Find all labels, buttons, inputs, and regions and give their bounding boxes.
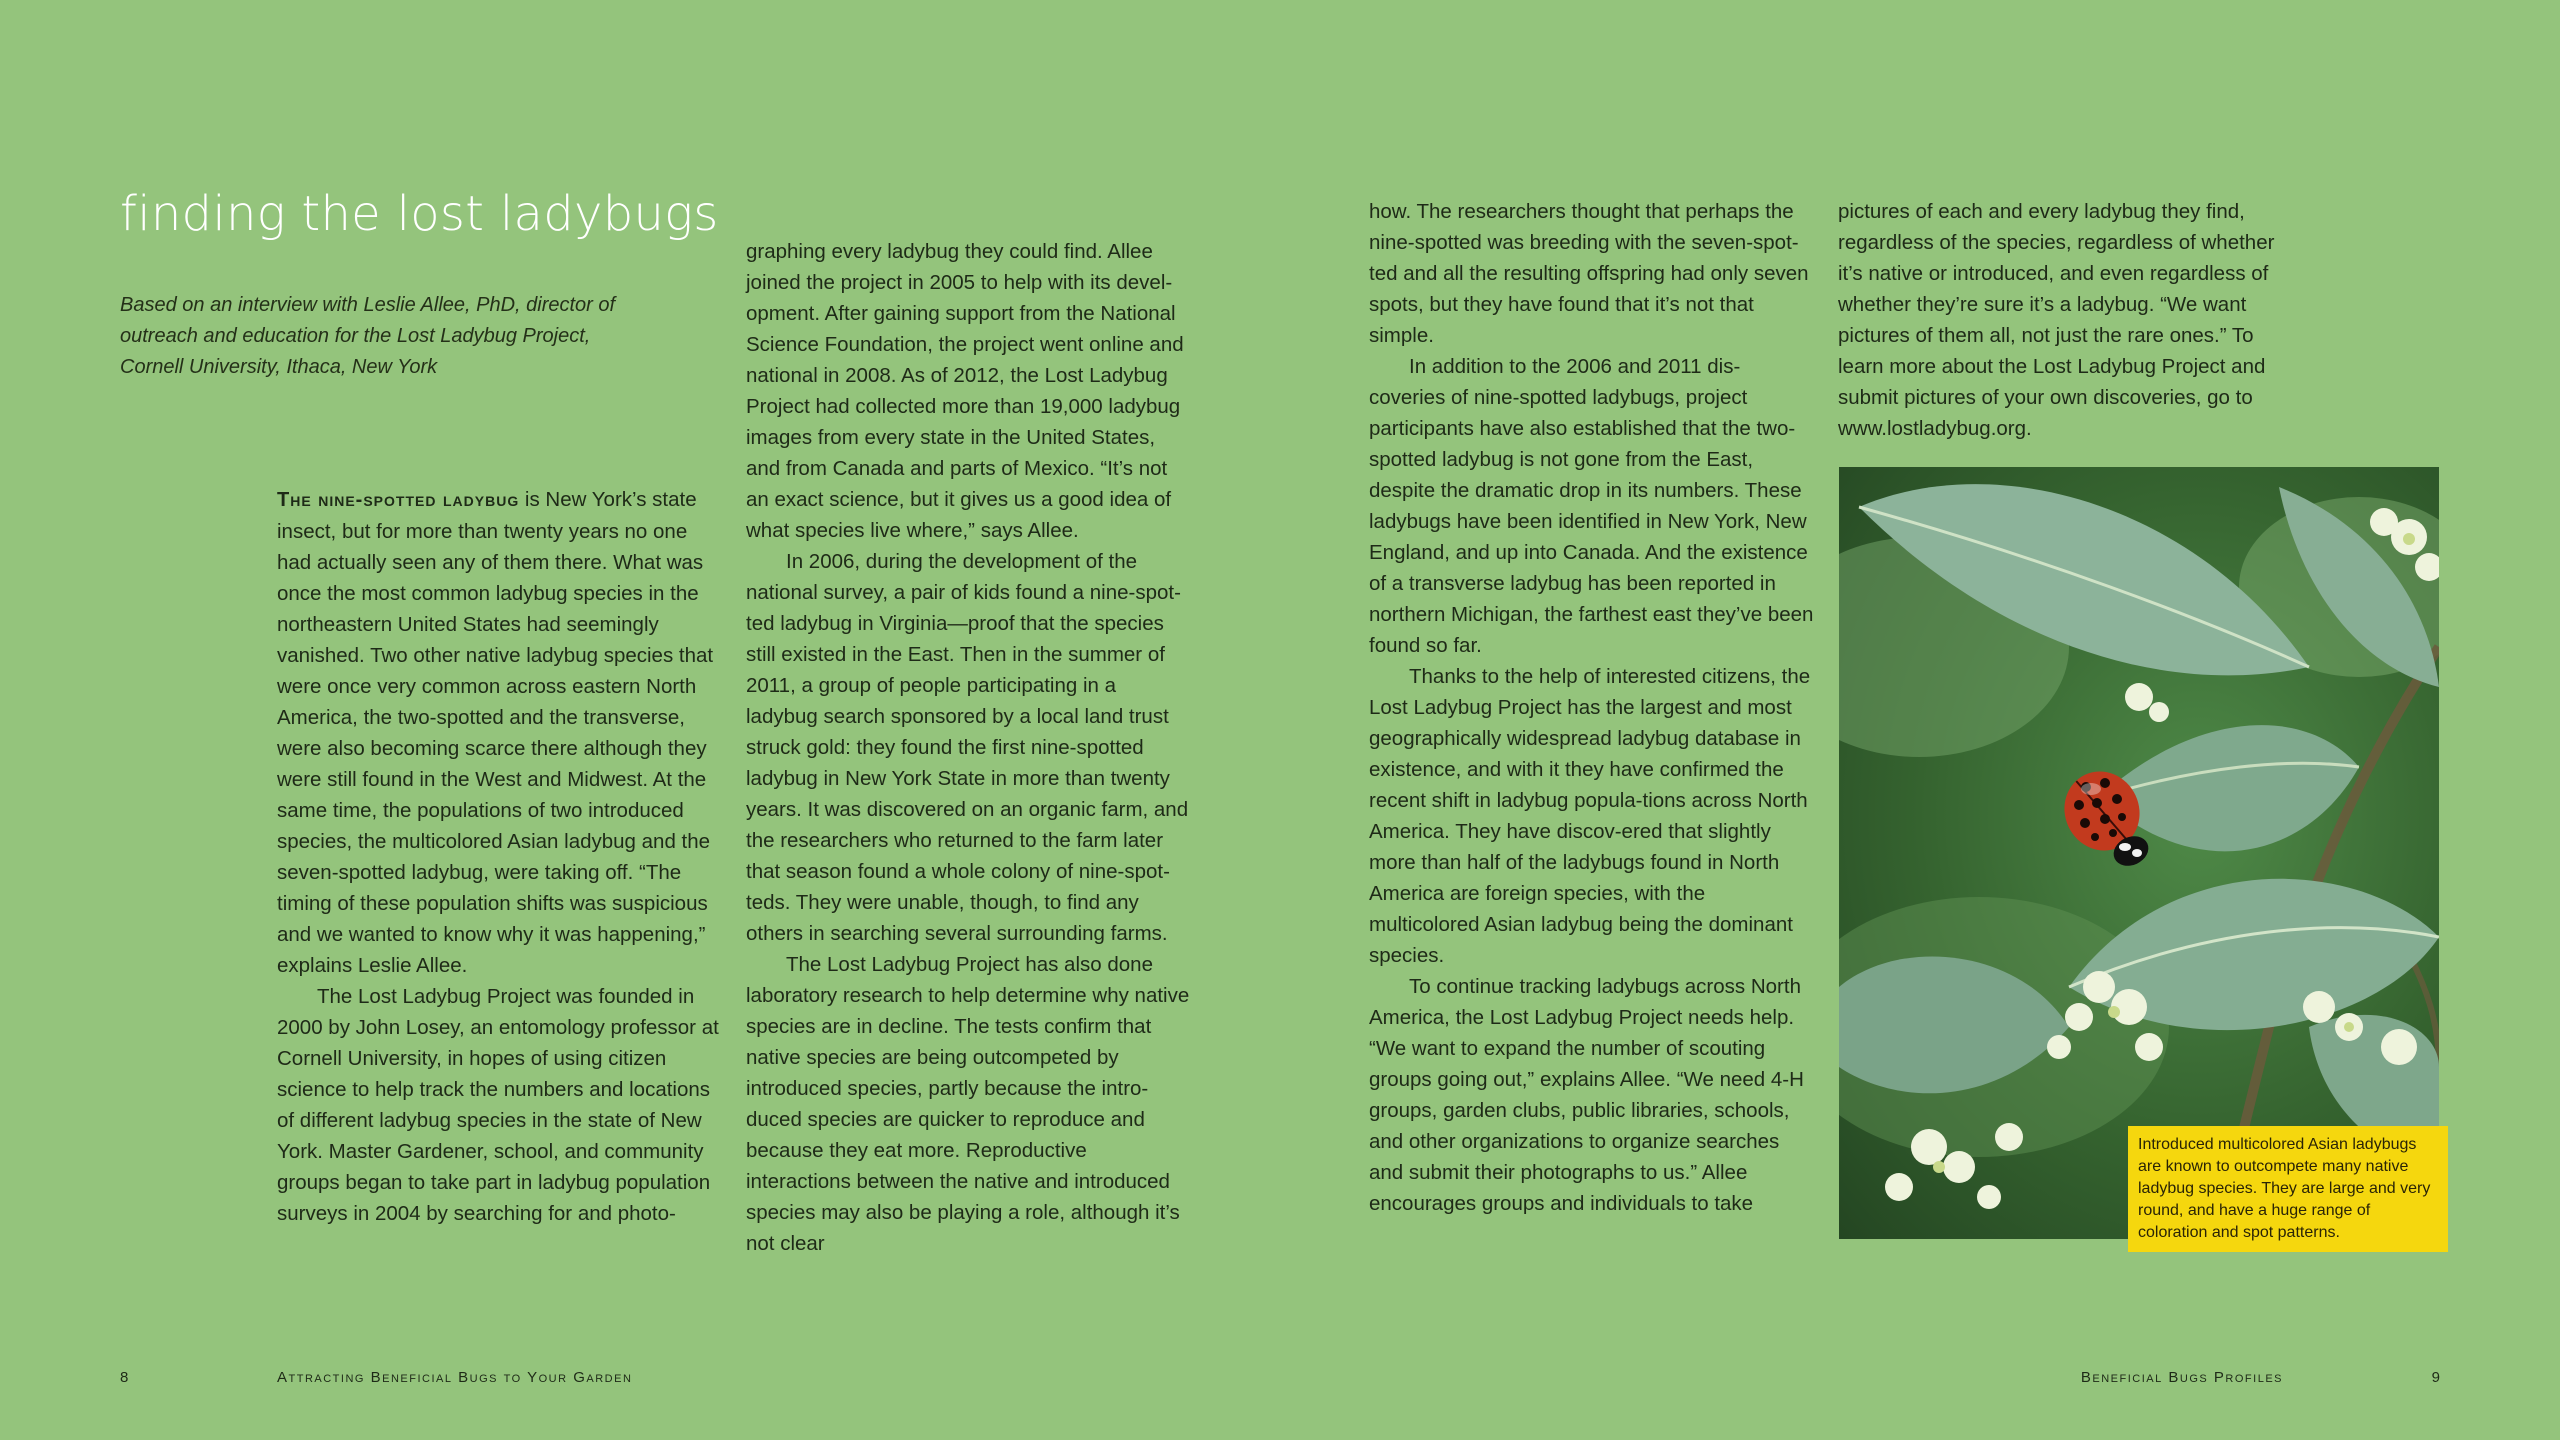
text-column-2 bbox=[746, 236, 1193, 1259]
page-number-right: 9 bbox=[2431, 1369, 2440, 1386]
photo-caption: Introduced multicolored Asian ladybugs are known to outcompete many native ladybug species. They are large and very round, and have a huge range of coloration and spot patterns. bbox=[2128, 1126, 2448, 1252]
paragraph: graphing every ladybug they could find. Allee joined the project in 2005 to help with its devel-opment. After gaining support from the National Science Foundation, the project went online and national in 2008. As of 2012, the Lost Ladybug Project had collected more than 19,000 ladybug images from every state in the United States, and from Canada and parts of Mexico. “It’s not an exact science, but it gives us a good idea of what species live where,” says Allee. bbox=[746, 240, 1184, 542]
byline: Based on an interview with Leslie Allee, PhD, director of outreach and education for the Lost Ladybug Project, Cornell University, Ithaca, New York bbox=[120, 294, 616, 378]
paragraph: Thanks to the help of interested citizens, the Lost Ladybug Project has the largest and most geographically widespread ladybug database in existence, and with it they have confirmed the recent shift in ladybug popula-tions across North America. They have discov-ered that slightly more than half of the ladybugs found in North America are foreign species, with the multicolored Asian ladybug being the dominant species. bbox=[1369, 665, 1811, 967]
running-title-right: Beneficial Bugs Profiles bbox=[2080, 1369, 2283, 1386]
running-title-left: Attracting Beneficial Bugs to Your Garden bbox=[277, 1369, 633, 1386]
page-number-left: 8 bbox=[120, 1369, 129, 1386]
paragraph-text: is New York’s state insect, but for more than twenty years no one had actually seen any of them there. What was once the most common ladybug species in the northeastern United States had seemingly vanished. Two other native ladybug species that were once very common across eastern North America, the two-spotted and the transverse, were also becoming scarce there although they were still found in the West and Midwest. At the same time, the populations of two introduced species, the multicolored Asian ladybug and the seven-spotted ladybug, were taking off. “The timing of these population shifts was suspicious and we wanted to know why it was happening,” explains Leslie Allee. bbox=[277, 488, 714, 977]
paragraph: In addition to the 2006 and 2011 dis-coveries of nine-spotted ladybugs, project participants have also established that the two-spotted ladybug is not gone from the East, despite the dramatic drop in its numbers. These ladybugs have been identified in New York, New England, and up into Canada. And the existence of a transverse ladybug has been reported in northern Michigan, the farthest east they’ve been found so far. bbox=[1369, 355, 1814, 657]
text-column-4 bbox=[1838, 196, 2283, 444]
text-column-3 bbox=[1369, 196, 1814, 1219]
paragraph: how. The researchers thought that perhaps the nine-spotted was breeding with the seven-spot-ted and all the resulting offspring had only seven spots, but they have found that it’s not that simple. bbox=[1369, 200, 1809, 347]
paragraph: The Lost Ladybug Project was founded in 2000 by John Losey, an entomology professor at Cornell University, in hopes of using citizen science to help track the numbers and locations of different ladybug species in the state of New York. Master Gardener, school, and community groups began to take part in ladybug population surveys in 2004 by searching for and photo- bbox=[277, 985, 719, 1225]
article-title: finding the lost ladybugs bbox=[120, 186, 719, 242]
paragraph bbox=[277, 484, 722, 981]
ladybug-illustration bbox=[1839, 467, 2439, 1239]
paragraph: To continue tracking ladybugs across North America, the Lost Ladybug Project needs help. “We want to expand the number of scouting groups going out,” explains Allee. “We need 4-H groups, garden clubs, public libraries, schools, and other organizations to organize searches and submit their photographs to us.” Allee encourages groups and individuals to take bbox=[1369, 975, 1804, 1215]
ladybug-photo bbox=[1839, 467, 2439, 1239]
paragraph: In 2006, during the development of the national survey, a pair of kids found a nine-spot-ted ladybug in Virginia—proof that the species still existed in the East. Then in the summer of 2011, a group of people participating in a ladybug search sponsored by a local land trust struck gold: they found the first nine-spotted ladybug in New York State in more than twenty years. It was discovered on an organic farm, and the researchers who returned to the farm later that season found a whole colony of nine-spot-teds. They were unable, though, to find any others in searching several surrounding farms. bbox=[746, 550, 1189, 945]
paragraph: pictures of each and every ladybug they find, regardless of the species, regardless of whether it’s native or introduced, and even regardless of whether they’re sure it’s a ladybug. “We want pictures of them all, not just the rare ones.” To learn more about the Lost Ladybug Project and submit pictures of your own discoveries, go to www.lostladybug.org. bbox=[1838, 200, 2275, 440]
lead-in-text: The nine-spotted ladybug bbox=[277, 489, 520, 511]
text-column-1 bbox=[277, 484, 722, 1229]
paragraph: The Lost Ladybug Project has also done laboratory research to help determine why native species are in decline. The tests confirm that native species are being outcompeted by introduced species, partly because the intro-duced species are quicker to reproduce and because they eat more. Reproductive interactions between the native and introduced species may also be playing a role, although it’s not clear bbox=[746, 953, 1190, 1255]
